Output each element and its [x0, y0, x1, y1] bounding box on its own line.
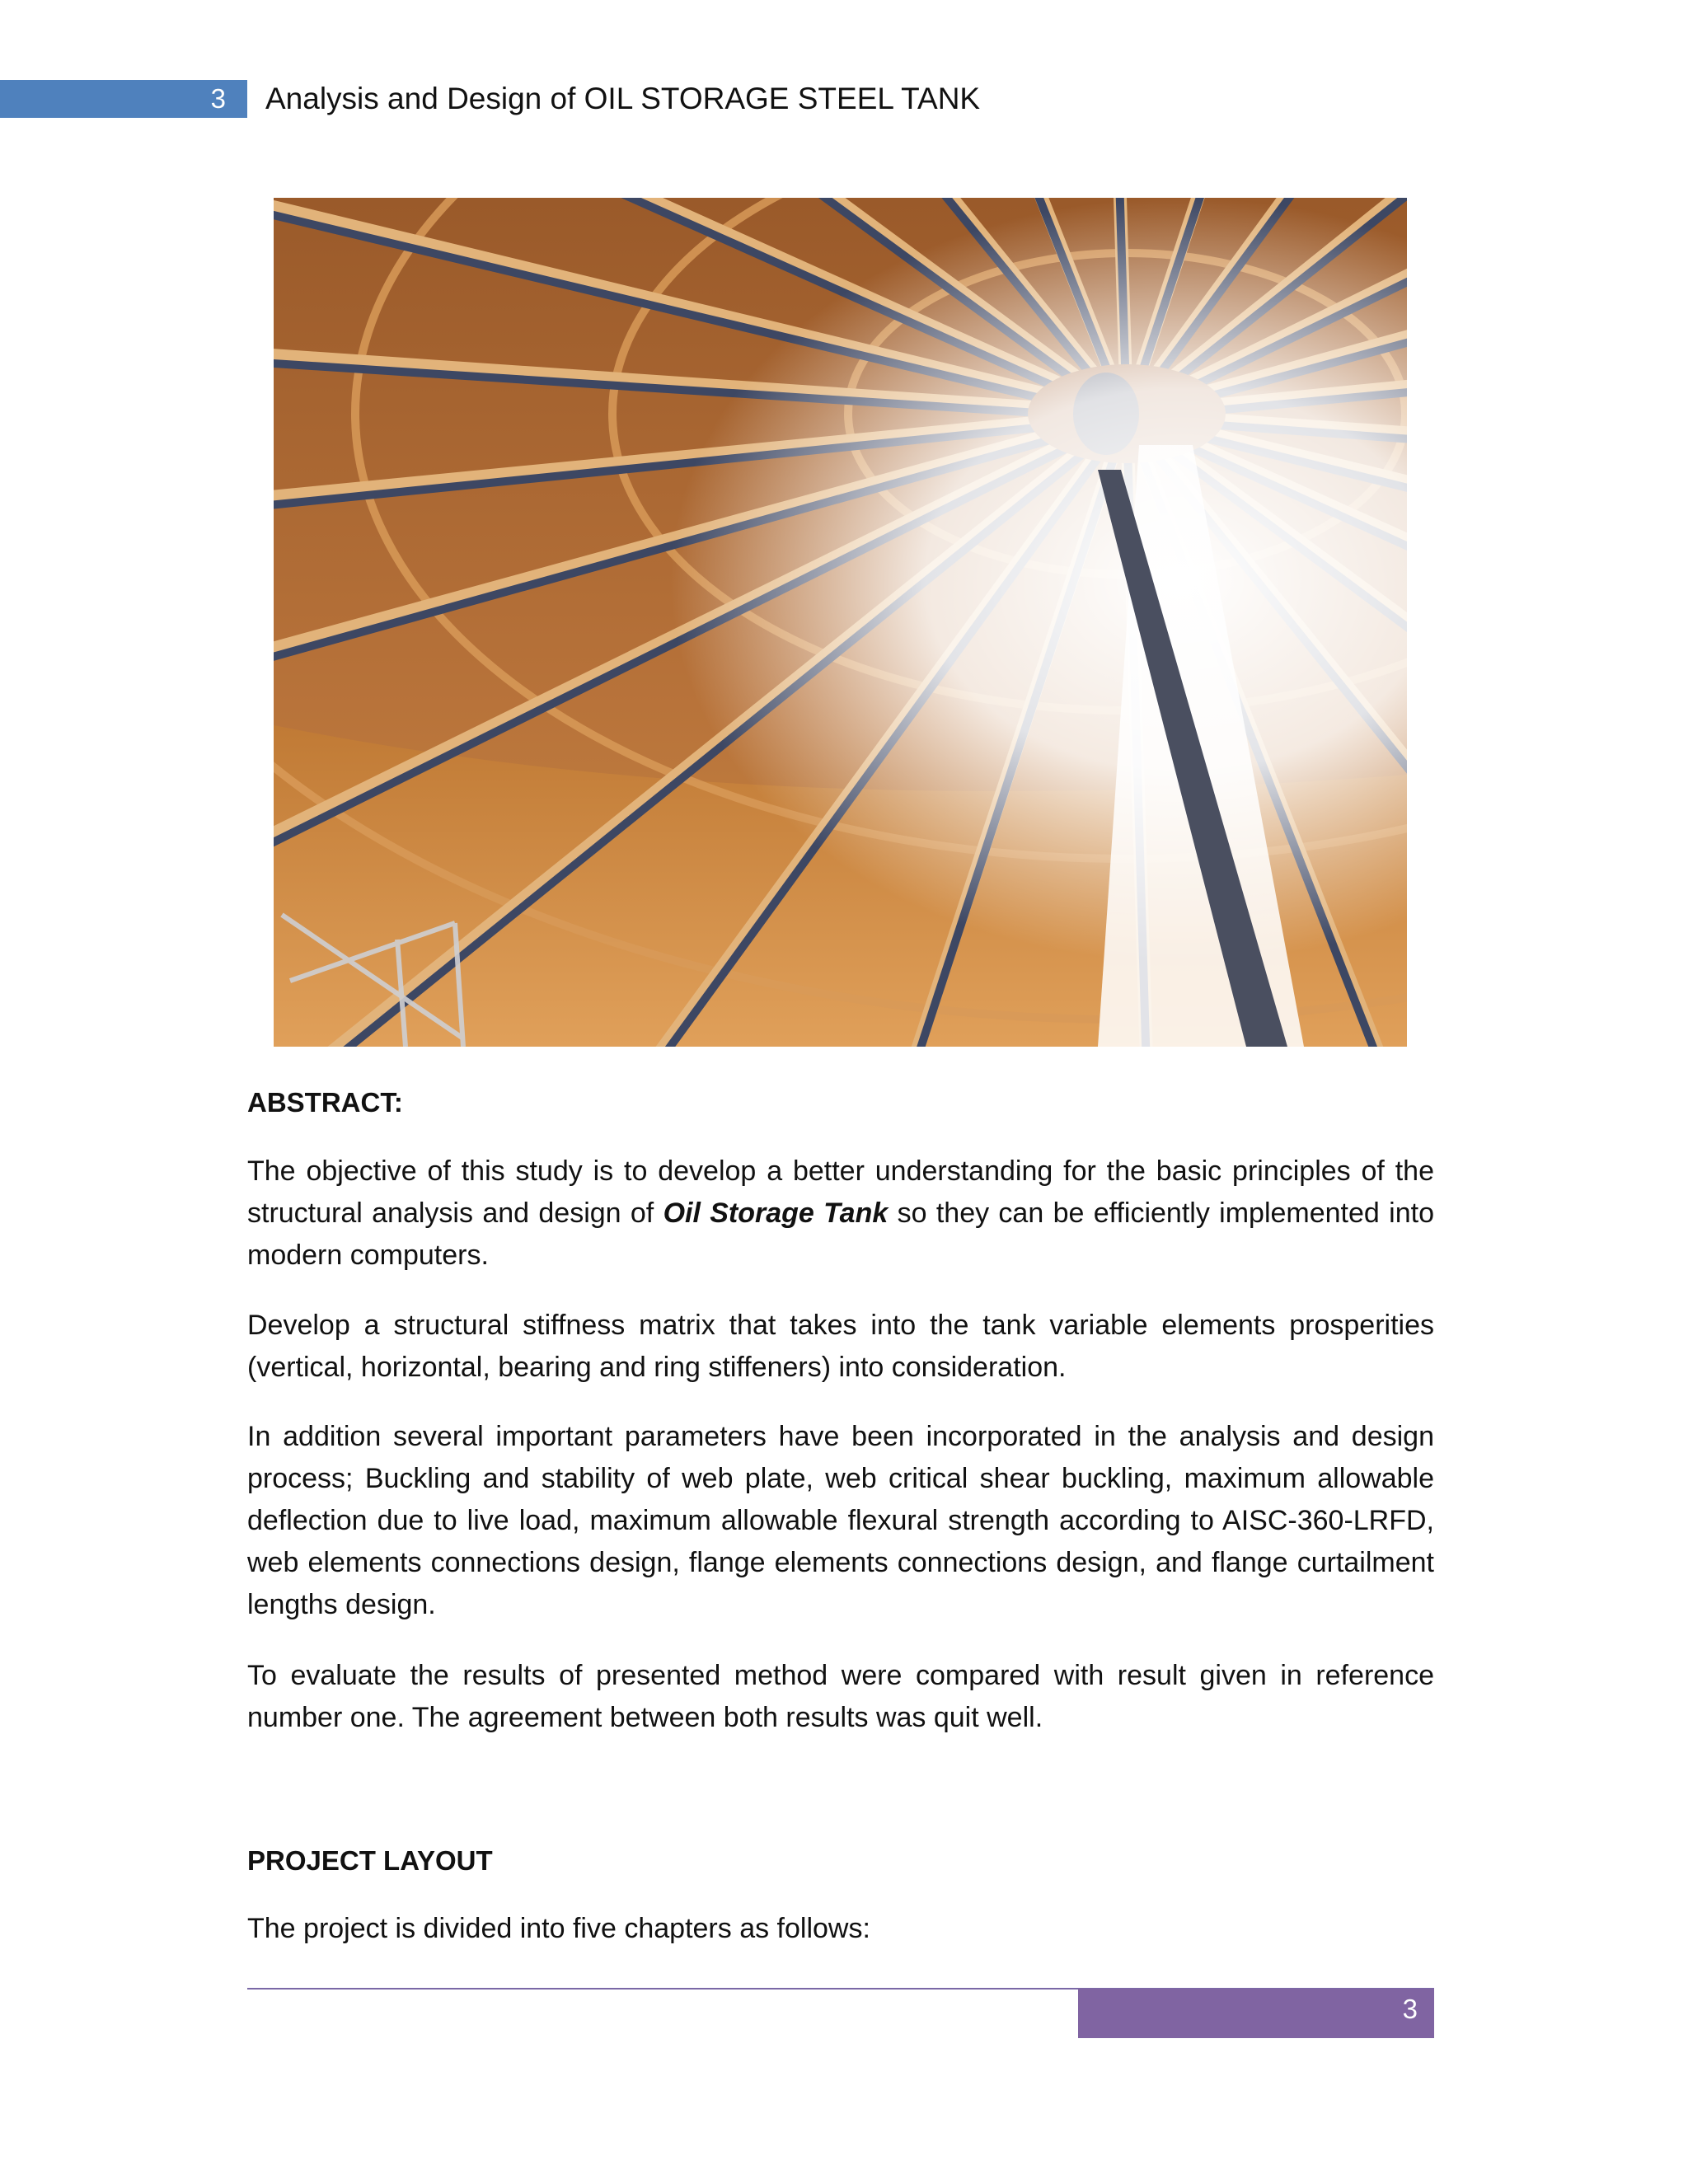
project-layout-heading: PROJECT LAYOUT	[247, 1845, 493, 1876]
footer-page-number: 3	[1078, 1989, 1434, 2038]
running-header-title: Analysis and Design of OIL STORAGE STEEL TANK	[265, 82, 981, 115]
project-layout-paragraph: The project is divided into five chapters as follows:	[247, 1913, 870, 1944]
abstract-heading: ABSTRACT:	[247, 1087, 403, 1118]
abstract-paragraph-4: To evaluate the results of presented method were compared with result given in reference number one. The agreement between both results was quit well.	[247, 1660, 1434, 1733]
header-page-number: 3	[0, 80, 247, 118]
abstract-p1-emphasis: Oil Storage Tank	[663, 1197, 889, 1229]
abstract-p1-text-end: so they can be efficiently implemented into modern computers.	[247, 1197, 1434, 1271]
tank-roof-photo	[274, 198, 1407, 1047]
abstract-paragraph-1	[247, 1151, 1434, 1277]
abstract-paragraph-2: Develop a structural stiffness matrix that takes into the tank variable elements prosperities (vertical, horizontal, bearing and ring stiffeners) into consideration.	[247, 1310, 1434, 1383]
abstract-paragraph-3: In addition several important parameters have been incorporated in the analysis and design process; Buckling and stability of web plate, web critical shear buckling, maximum allowable deflection due to live load, maximum allowable flexural strength according to AISC-360-LRFD, web elements connections design, flange elements connections design, and flange curtailment lengths design.	[247, 1421, 1434, 1620]
abstract-p1-text: The objective of this study is to develop a better understanding for the basic principles of the structural analysis and design of	[247, 1155, 1434, 1229]
tank-roof-illustration	[274, 198, 1407, 1047]
